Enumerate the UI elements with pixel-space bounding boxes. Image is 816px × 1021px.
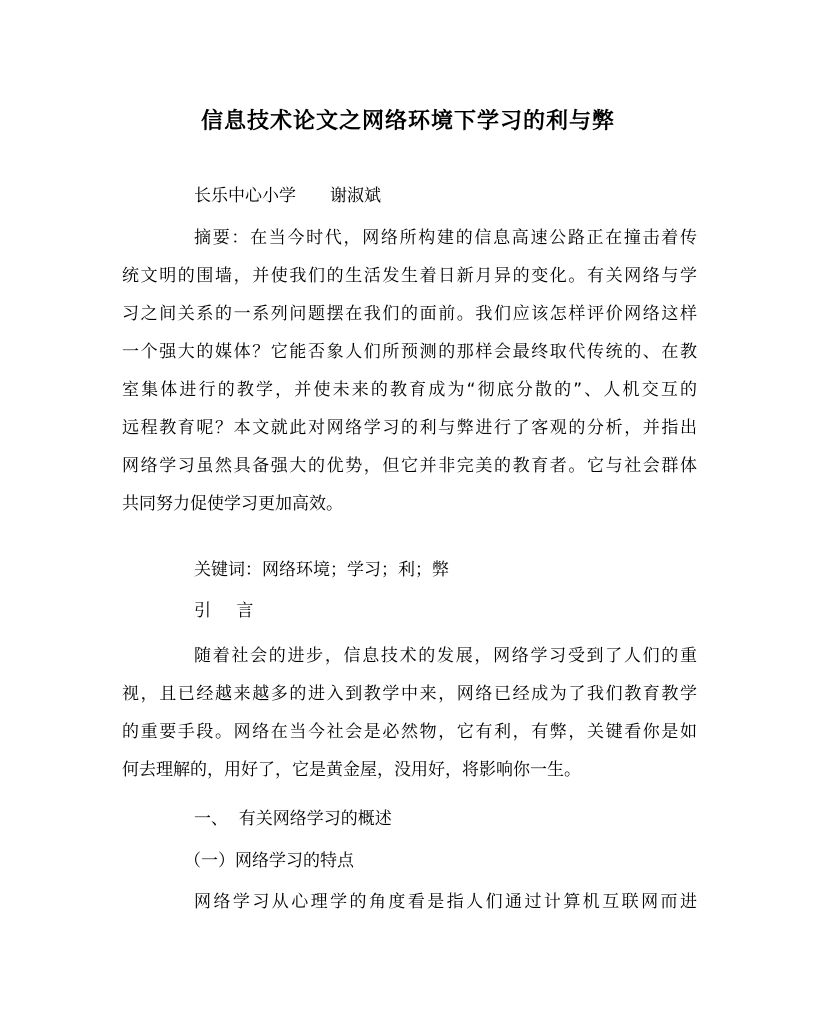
abstract-line-1: 摘要：在当今时代，网络所构建的信息高速公路正在撞击着传 xyxy=(194,228,697,248)
intro-line-3: 的重要手段。网络在当今社会是必然物，它有利，有弊，关键看你是如 xyxy=(122,722,697,742)
body-line-1: 网络学习从心理学的角度看是指人们通过计算机互联网而进 xyxy=(194,892,697,912)
document-title: 信息技术论文之网络环境下学习的利与弊 xyxy=(200,108,615,134)
abstract-line-4: 一个强大的媒体？它能否象人们所预测的那样会最终取代传统的、在教 xyxy=(122,342,697,362)
abstract-line-6: 远程教育呢？本文就此对网络学习的利与弊进行了客观的分析，并指出 xyxy=(122,418,697,438)
author-line xyxy=(194,184,381,208)
abstract-line-8: 共同努力促使学习更加高效。 xyxy=(122,494,343,514)
intro-line-1: 随着社会的进步，信息技术的发展，网络学习受到了人们的重 xyxy=(194,646,697,666)
abstract-line-3: 习之间关系的一系列问题摆在我们的面前。我们应该怎样评价网络这样 xyxy=(122,304,697,324)
abstract-line-2: 统文明的围墙，并使我们的生活发生着日新月异的变化。有关网络与学 xyxy=(122,266,697,286)
intro-line-4: 何去理解的，用好了，它是黄金屋，没用好，将影响你一生。 xyxy=(122,760,581,780)
subsection-1-heading: （一）网络学习的特点 xyxy=(184,851,354,871)
author-name: 谢淑斌 xyxy=(330,186,381,206)
abstract-line-7: 网络学习虽然具备强大的优势，但它并非完美的教育者。它与社会群体 xyxy=(122,456,697,476)
abstract-line-5: 室集体进行的教学，并使未来的教育成为“彻底分散的”、人机交互的 xyxy=(122,380,697,400)
school-name: 长乐中心小学 xyxy=(194,186,296,206)
section-1-heading: 一、 有关网络学习的概述 xyxy=(194,809,392,829)
intro-heading: 引 言 xyxy=(194,601,264,621)
intro-line-2: 视，且已经越来越多的进入到教学中来，网络已经成为了我们教育教学 xyxy=(122,684,697,704)
keywords: 关键词：网络环境；学习；利；弊 xyxy=(194,560,449,580)
